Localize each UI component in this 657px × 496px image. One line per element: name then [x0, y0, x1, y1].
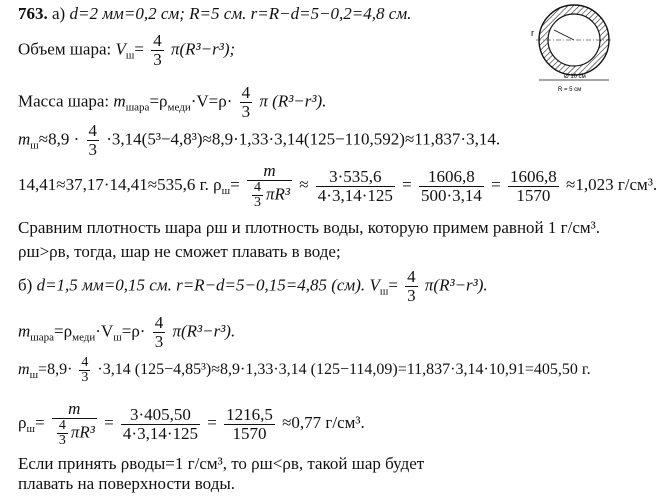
mass-sub: шара	[125, 101, 150, 114]
fraction-num: 4	[153, 31, 162, 50]
m-symbol: m	[18, 129, 31, 149]
mass-symbol: m	[113, 91, 126, 111]
fraction-den: 4·3,14·125	[122, 423, 198, 443]
eq: =	[230, 174, 240, 194]
volume-formula	[18, 32, 235, 69]
mass-mid: ·V	[95, 321, 114, 341]
mass-formula	[18, 84, 326, 121]
eq: =	[207, 412, 217, 432]
fraction-4-3	[405, 268, 418, 305]
given-a: d=2 мм=0,2 см; R=5 см. r=R−d=5−0,2=4,8 см.	[69, 4, 412, 23]
fraction-den: 4·3,14·125	[317, 185, 393, 205]
rho-sub: ш	[26, 422, 35, 435]
fraction-den: 3	[241, 102, 251, 121]
fraction-4-3	[57, 419, 68, 448]
eq: =	[388, 275, 398, 295]
fraction	[316, 168, 395, 205]
fraction-num: 1606,8	[509, 166, 557, 186]
fraction-num: m	[68, 399, 81, 418]
fraction-den: 3	[153, 50, 162, 69]
fraction-num: 4	[58, 418, 66, 433]
inner-radius-label: r	[531, 28, 534, 38]
mass-symbol: m	[18, 321, 31, 341]
volume-symbol: V	[369, 275, 380, 295]
rho-symbol: ρ	[18, 412, 27, 432]
diameter-label: Ø 10 см	[564, 74, 586, 80]
volume-symbol: V	[115, 39, 126, 59]
eq: =	[402, 174, 412, 194]
density-result: ≈1,023 г/см³.	[565, 174, 657, 194]
fraction-num: 4	[88, 121, 98, 140]
part-b-mass-formula	[18, 314, 235, 351]
fraction-4-3	[151, 32, 164, 69]
m-eq: =8,9·	[38, 361, 73, 379]
fraction-den: 3	[81, 370, 89, 385]
m-rhs: ·3,14(5³−4,8³)≈8,9·1,33·3,14(125−110,592)≈11,837·3,14.	[106, 129, 501, 149]
mass-eq: =ρ	[54, 321, 73, 341]
volume-label: Объем шара:	[18, 39, 112, 59]
density-calc	[18, 162, 657, 210]
fraction-num: 4	[154, 313, 164, 332]
mass-sub: шара	[30, 331, 55, 344]
comparison-line-2: ρш>ρв, тогда, шар не сможет плавать в воде;	[18, 242, 341, 261]
rho-sub: меди	[72, 331, 96, 344]
pi-r3: πR³	[265, 184, 290, 204]
fraction-num: 1216,5	[226, 404, 273, 424]
fraction	[121, 406, 200, 443]
fraction-den: 3	[58, 433, 66, 448]
density-result: ≈0,77 г/см³.	[282, 412, 365, 432]
fraction-4-3	[252, 181, 263, 210]
eq: =	[491, 174, 501, 194]
problem-number: 763.	[18, 4, 48, 23]
comparison-line-1: Сравним плотность шара ρш и плотность воды, которую примем равной 1 г/см³.	[18, 218, 601, 237]
given-b: d=1,5 мм=0,15 см. r=R−d=5−0,15=4,85 (см).	[36, 275, 366, 295]
fraction-den	[52, 418, 97, 448]
mass-rhs: π (R³−r³).	[259, 91, 327, 111]
fraction-num: 4	[241, 83, 251, 102]
eq: =	[104, 412, 114, 432]
fraction-m-over-volume	[247, 162, 292, 210]
v-sub: ш	[113, 331, 122, 344]
fraction	[224, 406, 275, 443]
volume-sub: ш	[379, 285, 389, 298]
eq: =	[34, 412, 45, 432]
volume-eq: =	[134, 39, 144, 59]
fraction-den: 3	[88, 140, 98, 159]
fraction-num: 3·535,6	[329, 166, 382, 186]
part-b-mass-calc	[18, 356, 591, 385]
fraction-den: 3	[154, 332, 164, 351]
rho-sub: меди	[167, 101, 191, 114]
rho-sub: ш	[221, 184, 231, 197]
density-left: 14,41≈37,17·14,41≈535,6 г.	[18, 174, 209, 194]
m-symbol: m	[18, 361, 30, 379]
volume-rhs: π(R³−r³);	[170, 39, 236, 59]
fraction-4-3	[153, 314, 166, 351]
part-b-label: б)	[18, 275, 33, 295]
mass-calc	[18, 122, 500, 159]
m-rhs: ·3,14 (125−4,85³)≈8,9·1,33·3,14 (125−114,09)=11,837·3,14·10,91=405,50 г.	[97, 361, 591, 379]
fraction-den: 1570	[508, 186, 559, 205]
conclusion-line-2: плавать на поверхности воды.	[18, 474, 236, 493]
radius-label: R = 5 см	[558, 87, 582, 93]
m-sub: ш	[29, 369, 39, 382]
fraction-m-over-volume	[52, 400, 97, 448]
volume-sub: ш	[125, 49, 135, 62]
fraction-4-3	[240, 84, 253, 121]
fraction	[419, 168, 484, 205]
fraction	[508, 168, 559, 205]
mass-mid2: =ρ·	[121, 321, 146, 341]
sphere-cross-section-figure	[528, 0, 620, 96]
fraction-den: 3	[407, 286, 416, 305]
conclusion-line-1: Если принять ρводы=1 г/см³, то ρш<ρв, такой шар будет	[18, 454, 425, 473]
fraction-4-3	[79, 356, 90, 385]
rho-symbol: ρ	[213, 174, 222, 194]
fraction-num: 1606,8	[428, 166, 475, 186]
fraction-num: 3·405,50	[129, 404, 191, 424]
pi-r3: πR³	[70, 422, 95, 442]
fraction-4-3	[87, 122, 100, 159]
problem-line-1	[18, 4, 411, 24]
fraction-num: 4	[81, 355, 89, 370]
approx: ≈	[299, 174, 309, 194]
fraction-den	[247, 180, 292, 210]
fraction-num: 4	[253, 180, 261, 195]
mass-mid: ·V=ρ·	[190, 91, 233, 111]
part-b-line-1	[18, 268, 488, 305]
part-b-density	[18, 400, 365, 448]
m-eq: ≈8,9 ·	[38, 129, 80, 149]
mass-eq: =ρ	[149, 91, 168, 111]
fraction-num: m	[263, 161, 276, 180]
part-a-label: а)	[52, 4, 66, 23]
mass-label: Масса шара:	[18, 91, 110, 111]
fraction-den: 3	[253, 195, 261, 210]
volume-rhs: π(R³−r³).	[424, 275, 488, 295]
fraction-num: 4	[407, 267, 416, 286]
m-sub: ш	[30, 139, 39, 152]
fraction-den: 500·3,14	[420, 185, 482, 205]
fraction-den: 1570	[224, 424, 275, 443]
mass-rhs: π(R³−r³).	[172, 321, 236, 341]
